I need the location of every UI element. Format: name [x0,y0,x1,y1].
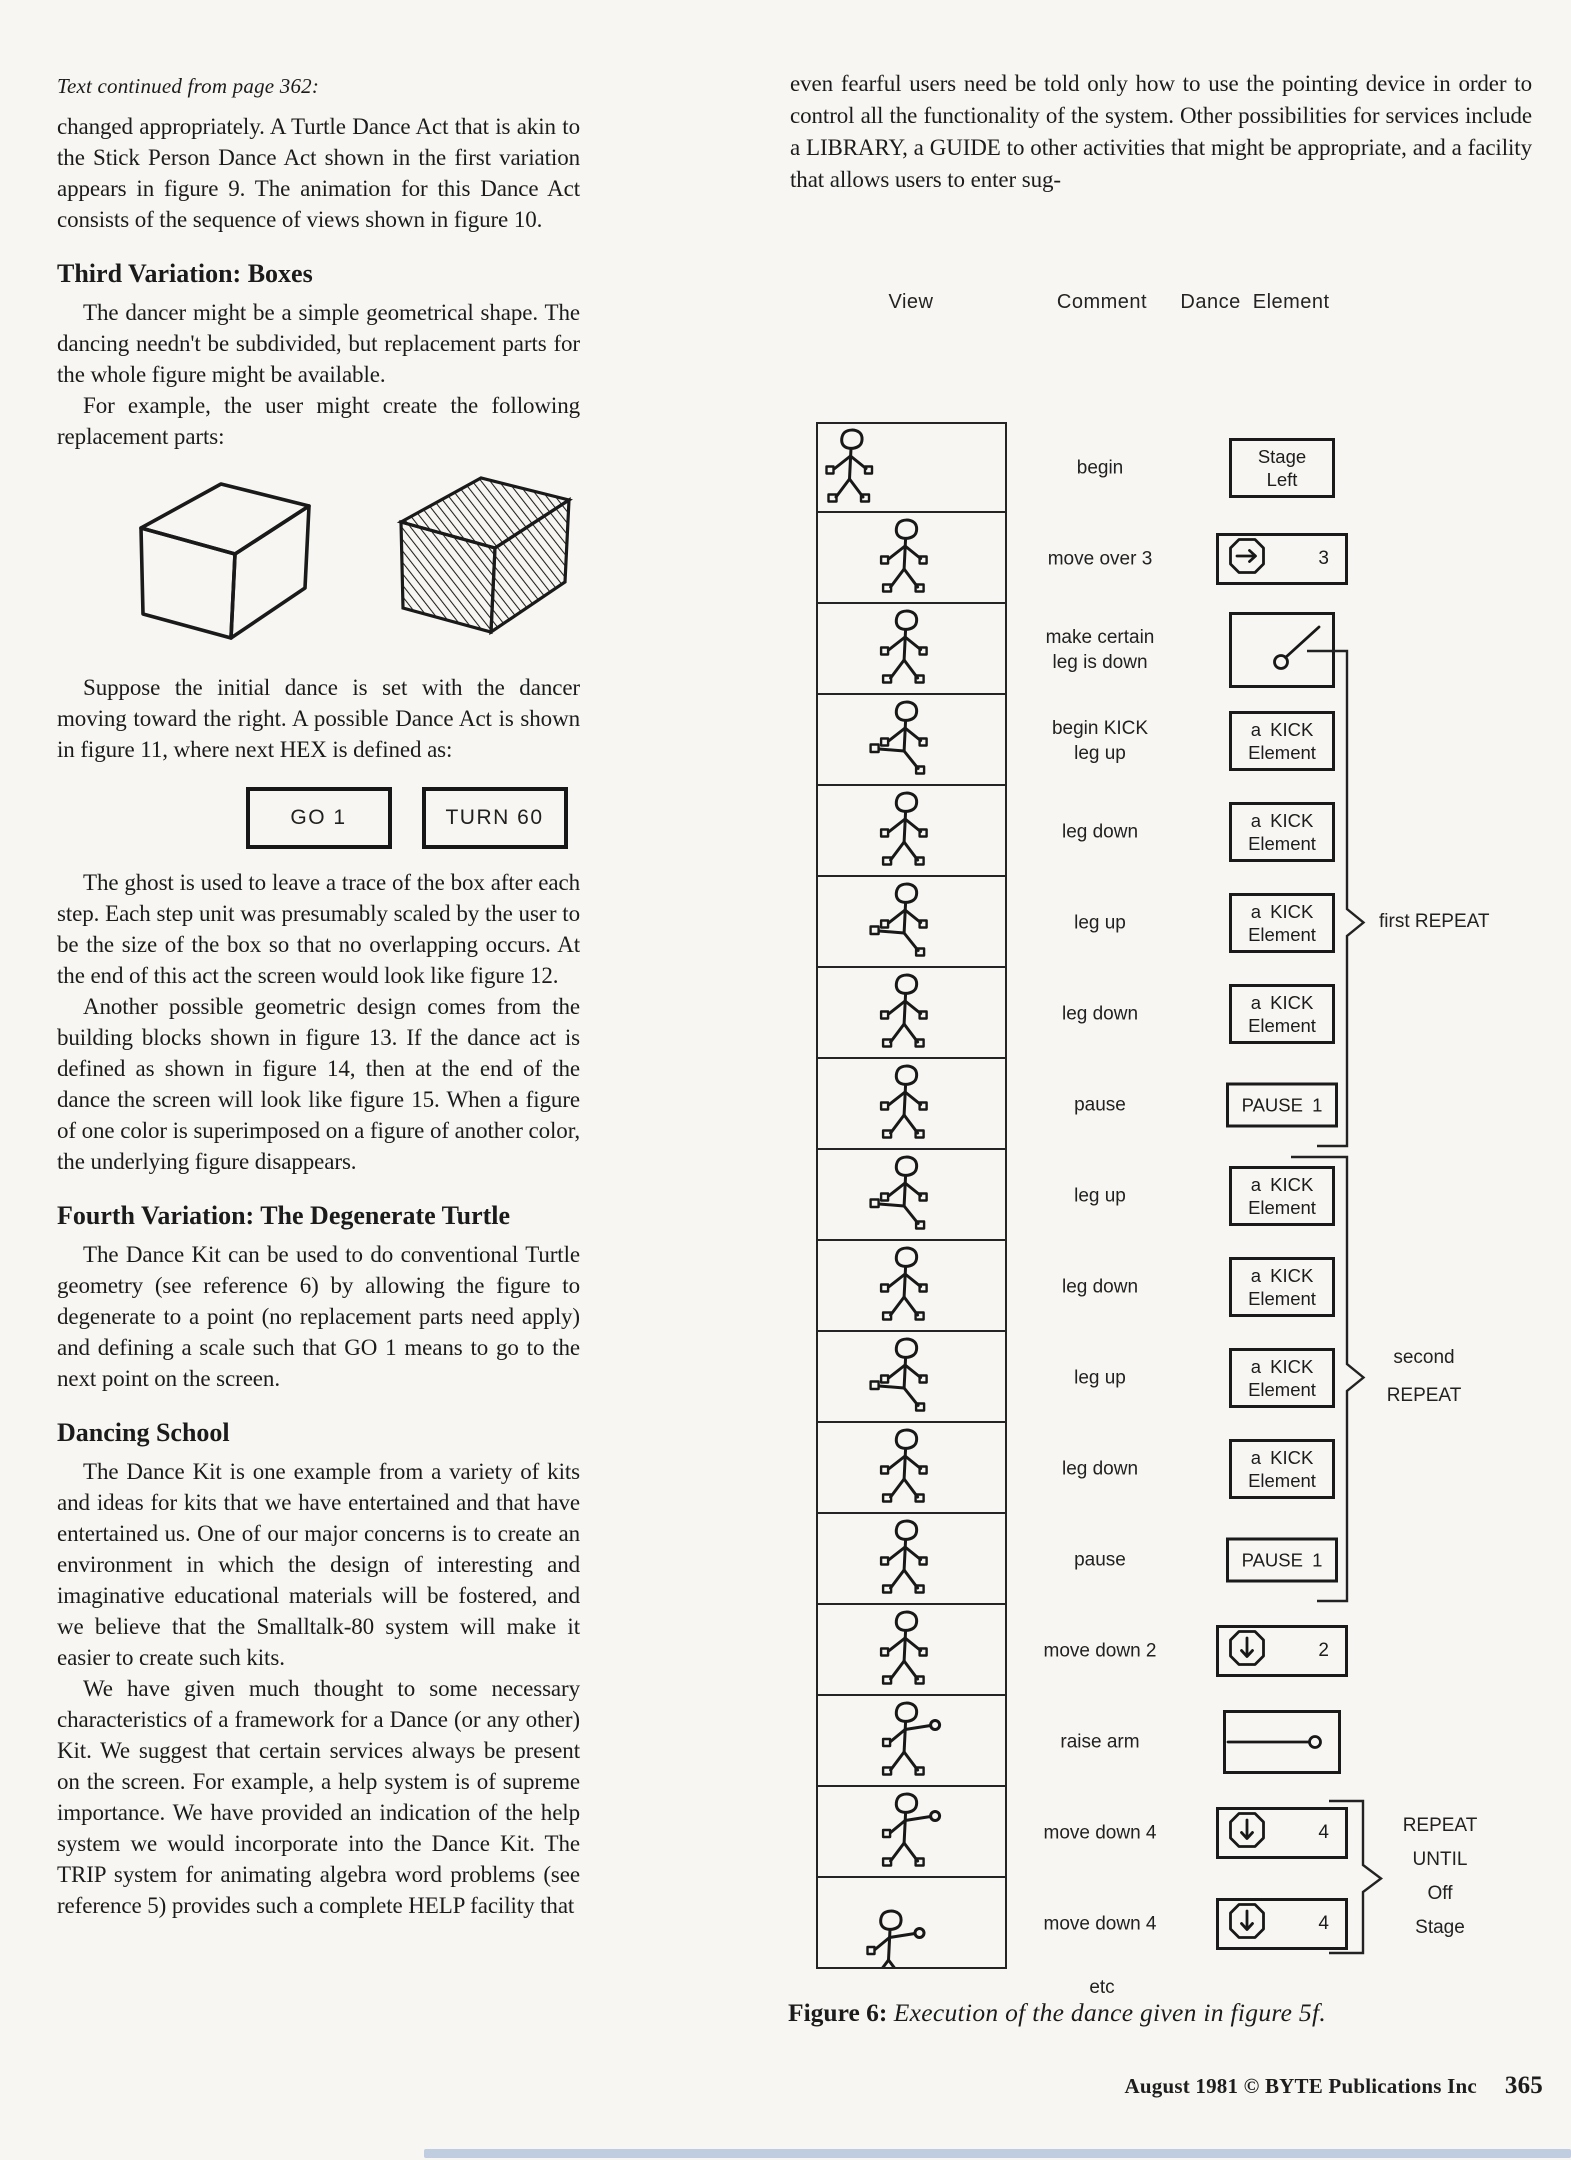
comment-text: leg up [1074,1185,1126,1206]
heading-third-variation: Third Variation: Boxes [57,259,313,288]
dance-element-box: a KICK Element [1229,984,1335,1044]
view-frame [816,786,1007,877]
comment-text: leg down [1061,1276,1139,1297]
paragraph: even fearful users need be told only how to use the pointing device in order to control all the functionality of the system. Other possibilities for services include a LIBRARY, a GUIDE to other activities that might be appropriate, and a facility that allows users to enter sug- [790,71,1532,192]
dance-element-box: a KICK Element [1229,1348,1335,1408]
stick-figure-stand-pose [865,608,945,693]
view-frame [816,968,1007,1059]
comment-text: move down 4 [1043,1822,1157,1843]
view-frame [816,422,1007,513]
box-shapes-illustration [57,468,580,660]
dance-element-cell [1229,1257,1335,1317]
figure-row [816,1059,1416,1150]
view-frame [816,1241,1007,1332]
comment-text: move down 2 [1043,1640,1157,1661]
dance-element-cell [1223,1710,1341,1774]
octagon-down-arrow [1219,1900,1268,1947]
move-element-box [1216,1898,1348,1950]
figure-row [816,1787,1416,1878]
paragraph: changed appropriately. A Turtle Dance Act that is akin to the Stick Person Dance Act shown in the first variation appears in figure 9. The animation for this Dance Act consists of the sequence of views shown in figure 10. [57,114,580,232]
figure-caption-text: Execution of the dance given in figure 5f. [893,1998,1327,2027]
dance-element-box: a KICK Element [1229,711,1335,771]
paragraph: Suppose the initial dance is set with the dancer moving toward the right. A possible Dance Act is shown in figure 11, where next HEX is defined as: [57,675,580,762]
figure-caption-number: Figure 6: [788,1998,888,2027]
dance-element-cell [1226,1082,1338,1127]
continued-from-note: Text continued from page 362: [57,74,320,98]
stick-figure-stand-pose [865,1427,945,1512]
dance-element-cell [1216,533,1348,585]
view-frame [816,1696,1007,1787]
view-frame [816,695,1007,786]
figure-row [816,1423,1416,1514]
paragraph: Another possible geometric design comes from the building blocks shown in figure 13. If the dance act is defined as shown in figure 14, then at the end of the dance the screen will look like figure 15. When a figure of one color is superimposed on a figure of another color, the underlying figure disappears. [57,994,580,1174]
octagon-down-arrow [1219,1627,1268,1674]
figure-rows [816,422,1416,1969]
stick-figure-stand-pose [816,427,891,512]
figure-row [816,1514,1416,1605]
column-header-comment: Comment [1056,291,1148,313]
view-frame [816,1150,1007,1241]
view-frame [816,1332,1007,1423]
comment-text: pause [1074,1549,1126,1570]
dance-element-cell [1229,984,1335,1044]
figure-row [816,1605,1416,1696]
scan-edge-bar [424,2149,1571,2158]
stick-figure-arm-pose [865,1700,945,1785]
dance-element-cell [1229,1439,1335,1499]
dance-element-cell [1229,1348,1335,1408]
comment-text: begin [1076,457,1124,478]
wireframe-box-icon [141,484,309,638]
figure-row [816,786,1416,877]
comment-text: leg up [1074,912,1126,933]
dance-element-cell [1229,711,1335,771]
dance-element-cell [1229,893,1335,953]
comment-text: make certain leg is down [1045,626,1155,673]
comment-text: raise arm [1060,1731,1140,1752]
paragraph: The dancer might be a simple geometrical shape. The dancing needn't be subdivided, but replacement parts for the whole figure might be available. [57,300,580,387]
left-column [57,74,580,1921]
figure-row [816,1332,1416,1423]
view-frame [816,1059,1007,1150]
comment-text: leg down [1061,1003,1139,1024]
page-number: 365 [1504,2072,1543,2099]
dance-element-box: Stage Left [1229,438,1335,498]
move-count: 3 [1318,548,1329,569]
hatched-box-icon [401,478,569,632]
dance-act-definition [145,787,668,849]
view-frame [816,877,1007,968]
stick-figure-kick-pose [865,1336,945,1421]
stick-figure-arm-pose [850,1908,930,1969]
dance-element-cell [1216,1807,1348,1859]
footer-imprint: August 1981 © BYTE Publications Inc [1124,2074,1477,2098]
stick-figure-kick-pose [865,1154,945,1239]
paragraph: We have given much thought to some necessary characteristics of a framework for a Dance (or any other) Kit. We suggest that certain services always be present on the screen. For example, a help system is of supreme importance. We have provided an indication of the help system we would incorporate into the Dance Kit. The TRIP system for animating algebra word problems (see reference 5) provides such a complete HELP facility that [57,1676,580,1918]
figure-row [816,1241,1416,1332]
figure-row [816,695,1416,786]
figure-6-diagram [810,285,1570,2021]
paragraph: For example, the user might create the following replacement parts: [57,393,580,449]
figure-row [816,1696,1416,1787]
raised-arm-icon [1226,1714,1336,1770]
dance-element-cell [1216,1898,1348,1950]
bracket-label-first-repeat: first REPEAT [1379,911,1490,932]
view-frame [816,1423,1007,1514]
stick-figure-stand-pose [865,517,945,602]
dance-element-box: a KICK Element [1229,1439,1335,1499]
view-frame [816,1605,1007,1696]
dance-element-cell [1229,612,1335,688]
etc-label: etc [1089,1977,1115,1998]
paragraph: The ghost is used to leave a trace of the box after each step. Each step unit was presumably scaled by the user to be the size of the box so that no overlapping occurs. At the end of this act the screen would look like figure 12. [57,870,580,988]
bracket-label-second-repeat: second REPEAT [1386,1347,1462,1406]
heading-dancing-school: Dancing School [57,1418,230,1447]
view-frame [816,513,1007,604]
dance-element-cell [1216,1625,1348,1677]
leg-check-icon [1233,616,1331,684]
stick-figure-kick-pose [865,881,945,966]
move-element-box [1216,1625,1348,1677]
comment-text: move down 4 [1043,1913,1157,1934]
raise-arm-element-box [1223,1710,1341,1774]
comment-text: leg down [1061,821,1139,842]
move-element-box [1216,1807,1348,1859]
stick-figure-stand-pose [865,1063,945,1148]
stick-figure-arm-pose [865,1791,945,1876]
view-frame [816,1787,1007,1878]
stick-figure-stand-pose [865,1609,945,1694]
view-frame [816,1514,1007,1605]
figure-row [816,1150,1416,1241]
right-column-text [790,68,1532,196]
stick-figure-stand-pose [865,1518,945,1603]
comment-text: begin KICK leg up [1051,717,1149,764]
figure-row [816,1878,1416,1969]
dance-element-box: a KICK Element [1229,1257,1335,1317]
dance-element-cell [1229,1166,1335,1226]
octagon-right-arrow [1219,535,1268,582]
move-count: 2 [1318,1640,1329,1661]
leg-check-element-box [1229,612,1335,688]
move-count: 4 [1318,1822,1329,1843]
figure-row [816,877,1416,968]
stick-figure-stand-pose [865,790,945,875]
move-count: 4 [1318,1913,1329,1934]
comment-text: leg up [1074,1367,1126,1388]
paragraph: The Dance Kit is one example from a variety of kits and ideas for kits that we have entertained and that have entertained us. One of our major concerns is to create an environment in which the design of interesting and imaginative educational materials will be fostered, and we believe that the Smalltalk-80 system will make it easier to create such kits. [57,1459,580,1670]
dance-element-box: a KICK Element [1229,893,1335,953]
stick-figure-stand-pose [865,1245,945,1330]
heading-fourth-variation: Fourth Variation: The Degenerate Turtle [57,1201,511,1230]
view-frame [816,604,1007,695]
view-frame [816,1878,1007,1969]
figure-row [816,968,1416,1059]
comment-text: move over 3 [1047,548,1153,569]
column-header-dance-element: Dance Element [1180,291,1330,313]
dance-element-box: a KICK Element [1229,1166,1335,1226]
go-command-box: GO 1 [246,787,392,849]
pause-element-box: PAUSE 1 [1226,1082,1338,1127]
turn-command-box: TURN 60 [422,787,568,849]
paragraph: The Dance Kit can be used to do conventional Turtle geometry (see reference 6) by allowing the figure to degenerate to a point (no replacement parts need apply) and defining a scale such that GO 1 means to go to the next point on the screen. [57,1242,580,1391]
stick-figure-stand-pose [865,972,945,1057]
figure-row [816,513,1416,604]
figure-row [816,422,1416,513]
dance-element-box: a KICK Element [1229,802,1335,862]
comment-text: leg down [1061,1458,1139,1479]
column-header-view: View [888,291,934,313]
dance-element-cell [1229,438,1335,498]
octagon-down-arrow [1219,1809,1268,1856]
move-element-box [1216,533,1348,585]
stick-figure-kick-pose [865,699,945,784]
bracket-label-repeat-until-off-stage: REPEAT UNTIL Off Stage [1402,1815,1478,1938]
figure-row [816,604,1416,695]
page-footer [1125,2072,1543,2100]
figure-caption [788,1998,1548,2028]
pause-element-box: PAUSE 1 [1226,1537,1338,1582]
comment-text: pause [1074,1094,1126,1115]
dance-element-cell [1229,802,1335,862]
dance-element-cell [1226,1537,1338,1582]
replacement-parts-drawing [57,468,580,660]
